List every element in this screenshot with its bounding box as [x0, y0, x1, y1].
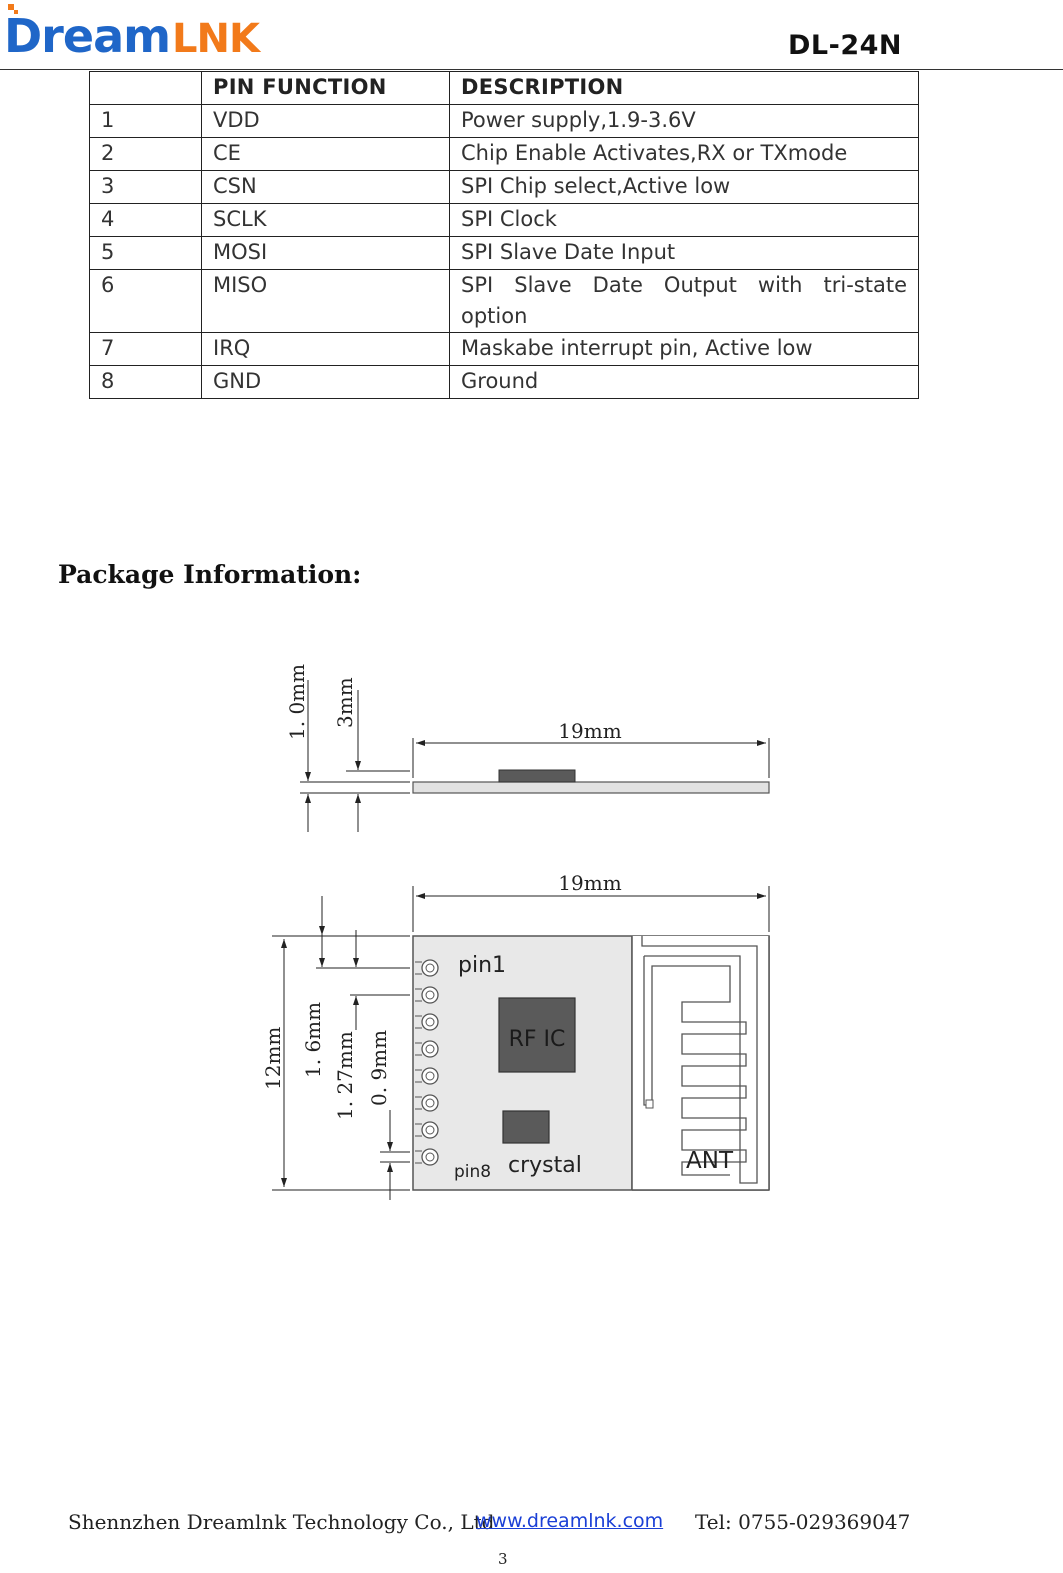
dim-side-height: 3mm [333, 677, 357, 728]
side-view [285, 664, 769, 832]
pin-description: SPI Chip select,Active low [450, 171, 919, 204]
pin-function: CSN [202, 171, 450, 204]
pin-description: Chip Enable Activates,RX or TXmode [450, 138, 919, 171]
pin-description: SPI Clock [450, 204, 919, 237]
model-number: DL-24N [788, 30, 902, 61]
dim-top-width: 12mm [261, 1026, 285, 1090]
side-chip [499, 770, 575, 782]
page-footer [0, 1508, 1063, 1538]
column-header-function: PIN FUNCTION [202, 72, 450, 105]
side-board [413, 782, 769, 793]
table-row [90, 138, 919, 171]
pin-function: VDD [202, 105, 450, 138]
pin-description: Power supply,1.9-3.6V [450, 105, 919, 138]
table-row [90, 204, 919, 237]
pin-description: Maskabe interrupt pin, Active low [450, 333, 919, 366]
pin-function: SCLK [202, 204, 450, 237]
top-view [261, 871, 769, 1200]
svg-text:Dream: Dream [4, 9, 171, 62]
label-pin1: pin1 [458, 953, 507, 978]
pin-number: 5 [90, 237, 202, 270]
pin-description: SPI Slave Date Output with tri-state option [450, 270, 919, 333]
column-header-pin [90, 72, 202, 105]
pin-pad [422, 1149, 438, 1165]
label-pin8: pin8 [454, 1162, 492, 1182]
pin-number: 8 [90, 366, 202, 399]
label-crystal: crystal [508, 1153, 582, 1178]
column-header-description: DESCRIPTION [450, 72, 919, 105]
dim-pad-size: 0. 9mm [367, 1029, 391, 1106]
pin-function-table [89, 71, 919, 399]
dim-top-length: 19mm [558, 871, 622, 895]
dim-pin1-offset: 1. 6mm [301, 1001, 325, 1078]
pin-function: MOSI [202, 237, 450, 270]
table-row [90, 333, 919, 366]
pin-number: 2 [90, 138, 202, 171]
pin-pad [422, 1095, 438, 1111]
pin-pad [422, 1122, 438, 1138]
package-drawing [250, 650, 810, 1210]
dim-side-thickness: 1. 0mm [285, 663, 309, 740]
label-rf-ic: RF IC [508, 1027, 566, 1052]
pin-function: IRQ [202, 333, 450, 366]
dim-pin-pitch: 1. 27mm [333, 1031, 357, 1120]
table-row [90, 366, 919, 399]
pin-number: 3 [90, 171, 202, 204]
pin-number: 4 [90, 204, 202, 237]
pin-pad [422, 1041, 438, 1057]
table-row [90, 105, 919, 138]
pin-number: 1 [90, 105, 202, 138]
header-divider [0, 69, 1063, 70]
dreamlnk-logo [4, 2, 272, 62]
pin-pad [422, 987, 438, 1003]
pin-pad [422, 1014, 438, 1030]
telephone: Tel: 0755-029369047 [695, 1510, 911, 1534]
website-link[interactable]: www.dreamlnk.com [476, 1510, 664, 1532]
crystal [503, 1111, 549, 1143]
table-row [90, 171, 919, 204]
label-antenna: ANT [686, 1148, 733, 1174]
pin-number: 7 [90, 333, 202, 366]
table-row [90, 237, 919, 270]
page-header [0, 0, 1063, 72]
svg-text:LNK: LNK [172, 16, 259, 62]
table-header-row [90, 72, 919, 105]
pin-function: GND [202, 366, 450, 399]
pin-pad [422, 1068, 438, 1084]
pin-pad [422, 960, 438, 976]
pin-function: MISO [202, 270, 450, 333]
company-name: Shennzhen Dreamlnk Technology Co., Ltd [68, 1510, 495, 1534]
page-number: 3 [498, 1550, 508, 1568]
pin-description: Ground [450, 366, 919, 399]
table-row [90, 270, 919, 333]
section-title: Package Information: [58, 560, 362, 589]
pin-function: CE [202, 138, 450, 171]
pin-description: SPI Slave Date Input [450, 237, 919, 270]
dim-side-length: 19mm [558, 719, 622, 743]
pin-number: 6 [90, 270, 202, 333]
